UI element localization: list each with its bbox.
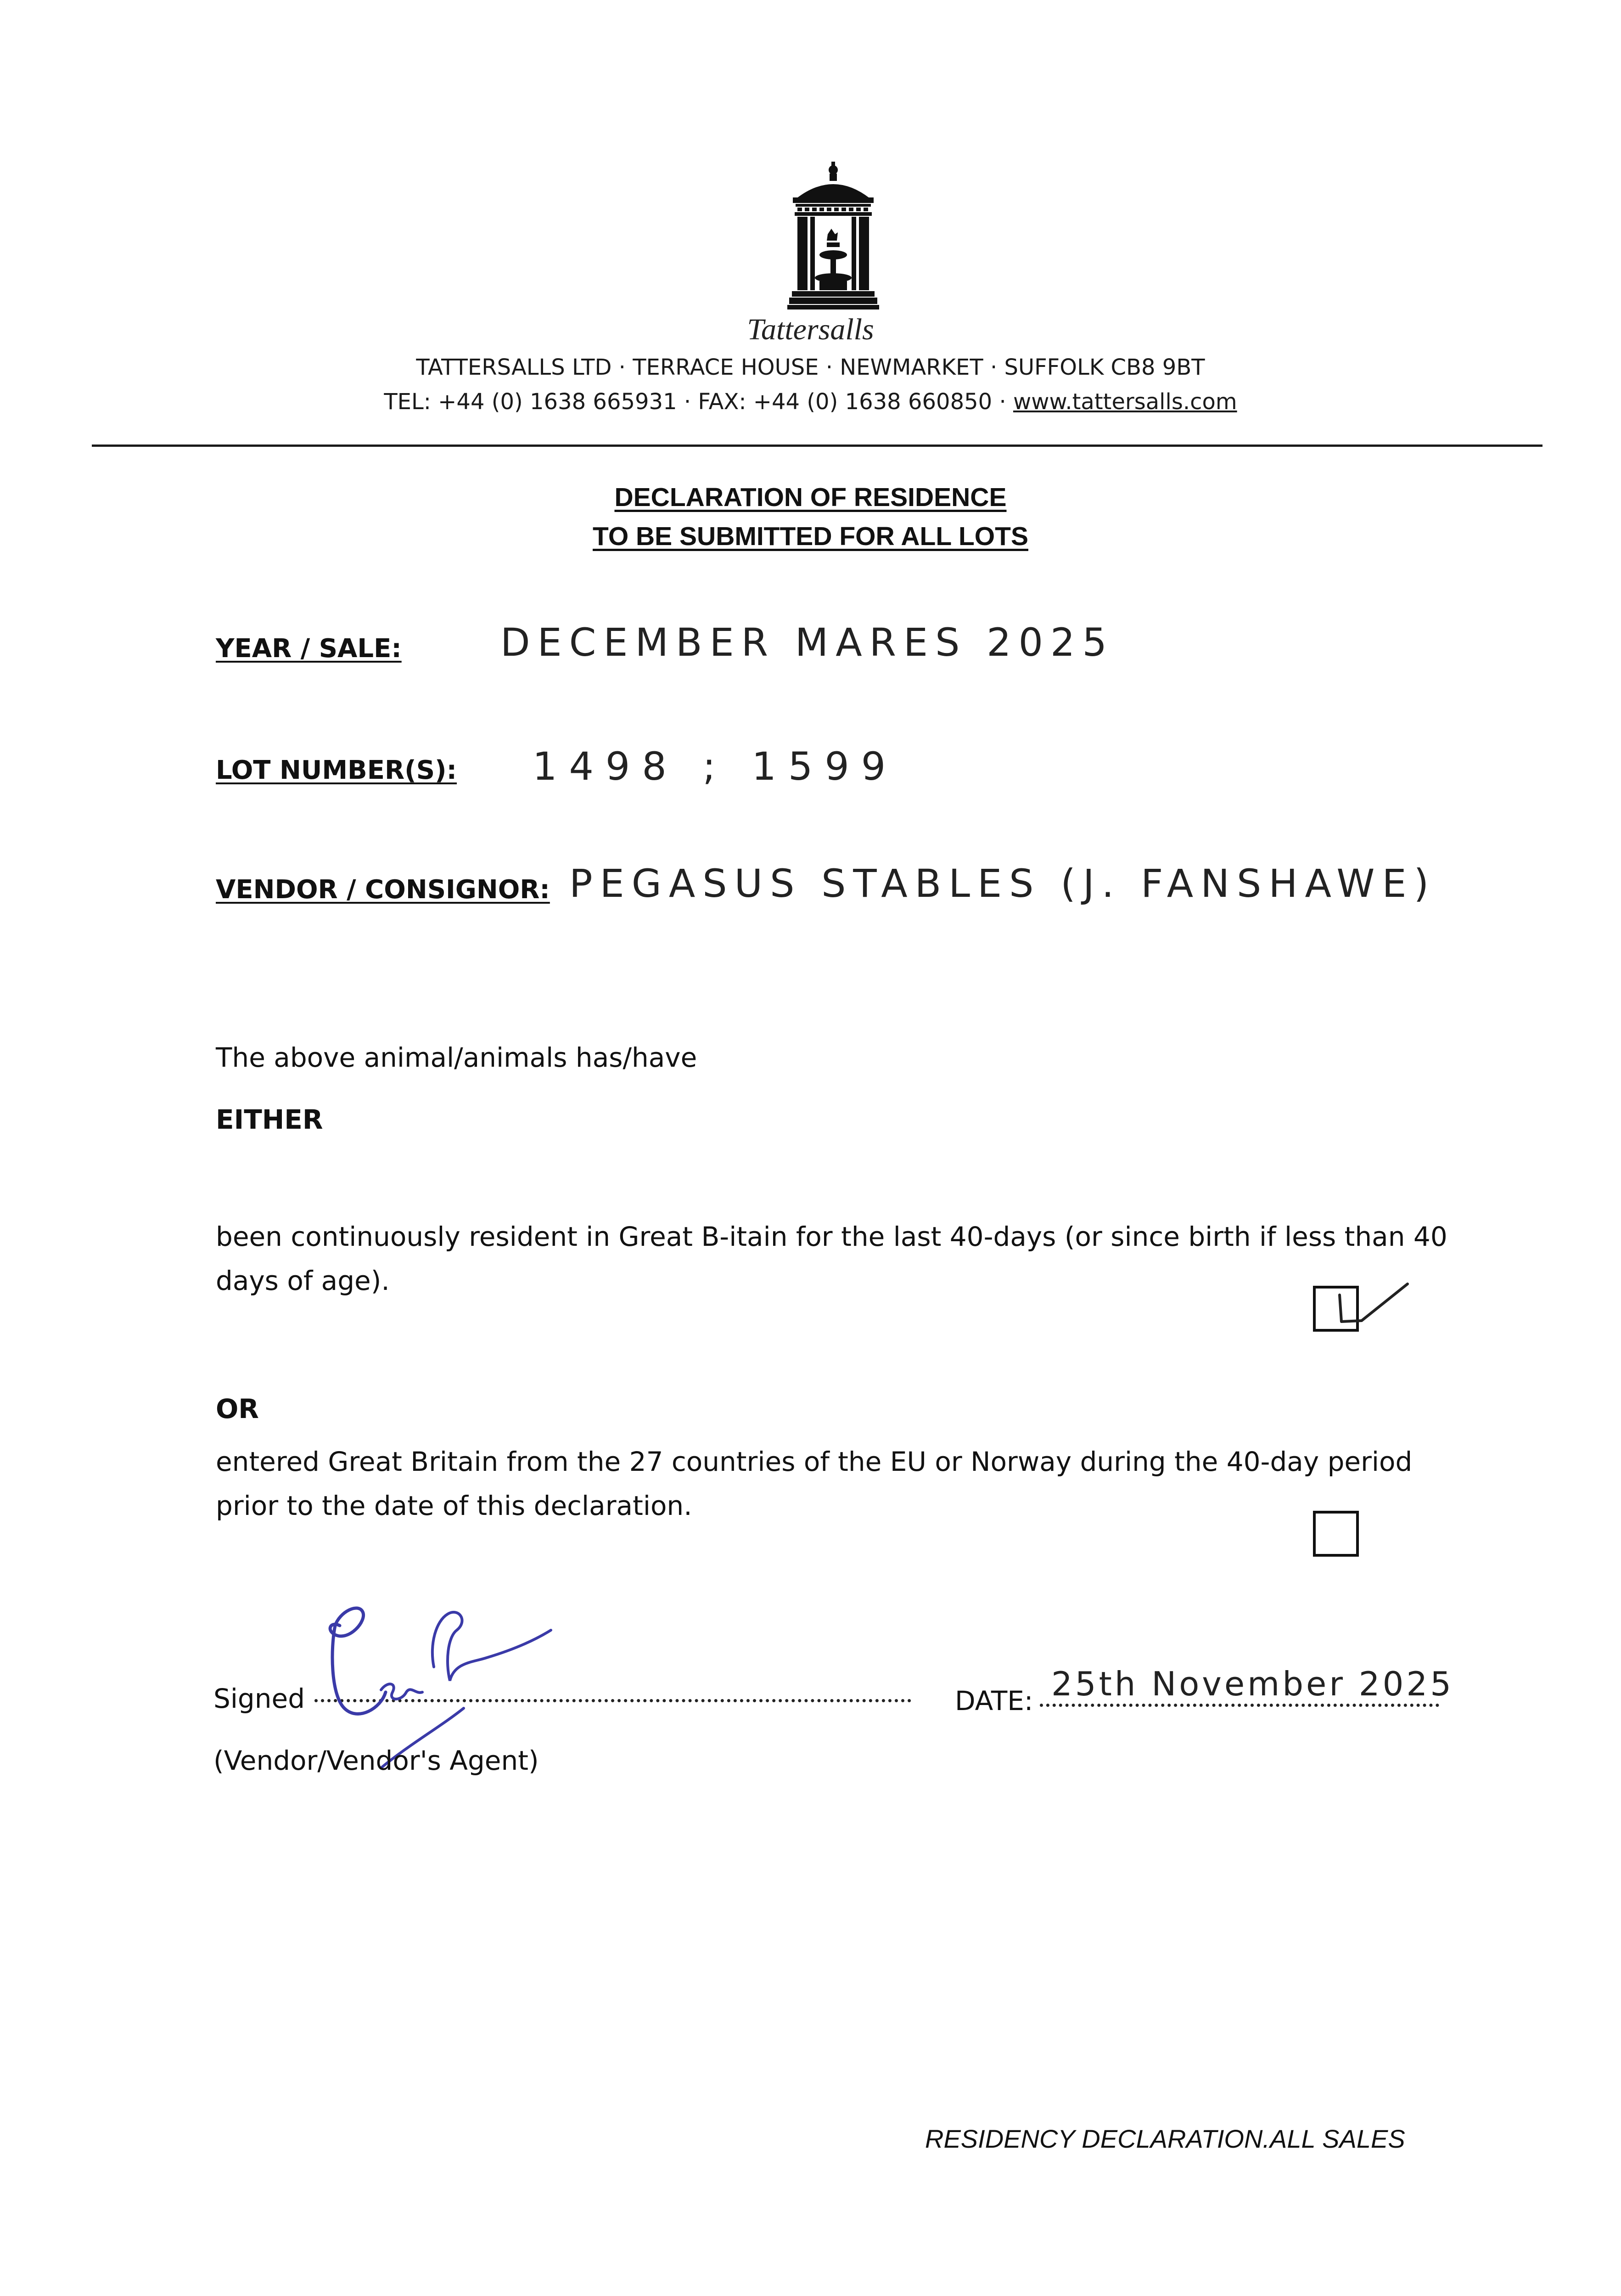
vendor-field[interactable]: PEGASUS STABLES (J. FANSHAWE): [569, 861, 1436, 906]
option-entered-text: entered Great Britain from the 27 countries of the EU or Norway during the 40-day period prior to the date of this declaration.: [216, 1446, 1413, 1521]
lot-number-field[interactable]: 1498 ; 1599: [533, 744, 898, 789]
contact-details: TEL: +44 (0) 1638 665931 · FAX: +44 (0) 1638 660850 ·: [384, 389, 1013, 415]
page-title: DECLARATION OF RESIDENCE: [614, 483, 1007, 512]
date-field[interactable]: 25th November 2025: [1051, 1665, 1454, 1703]
checkmark-icon: [1318, 1267, 1409, 1336]
or-label: OR: [216, 1393, 259, 1424]
date-label: DATE:: [955, 1685, 1033, 1716]
year-sale-field[interactable]: DECEMBER MARES 2025: [500, 620, 1114, 665]
vendor-label: VENDOR / CONSIGNOR:: [216, 875, 550, 905]
footer-reference: RESIDENCY DECLARATION.ALL SALES: [925, 2124, 1405, 2153]
option-resident-text: been continuously resident in Great B-itain for the last 40-days (or since birth if less than 40 days of age).: [216, 1221, 1447, 1296]
intro-text: The above animal/animals has/have: [216, 1042, 697, 1073]
date-line: [1040, 1704, 1439, 1707]
header-rule: [92, 445, 1542, 447]
vendor-agent-label: (Vendor/Vendor's Agent): [213, 1745, 539, 1776]
lot-number-label: LOT NUMBER(S):: [216, 755, 457, 785]
year-sale-label: YEAR / SALE:: [216, 634, 402, 664]
page-subtitle: TO BE SUBMITTED FOR ALL LOTS: [593, 522, 1028, 551]
brand-name: Tattersalls: [747, 313, 874, 346]
rotunda-logo-icon: [787, 161, 879, 317]
signed-label: Signed: [213, 1683, 305, 1714]
either-label: EITHER: [216, 1104, 323, 1135]
option-entered-checkbox[interactable]: [1313, 1511, 1359, 1557]
address-line: TATTERSALLS LTD · TERRACE HOUSE · NEWMARKET · SUFFOLK CB8 9BT: [416, 355, 1205, 380]
website-link[interactable]: www.tattersalls.com: [1013, 389, 1237, 415]
contact-line: [0, 389, 1621, 415]
